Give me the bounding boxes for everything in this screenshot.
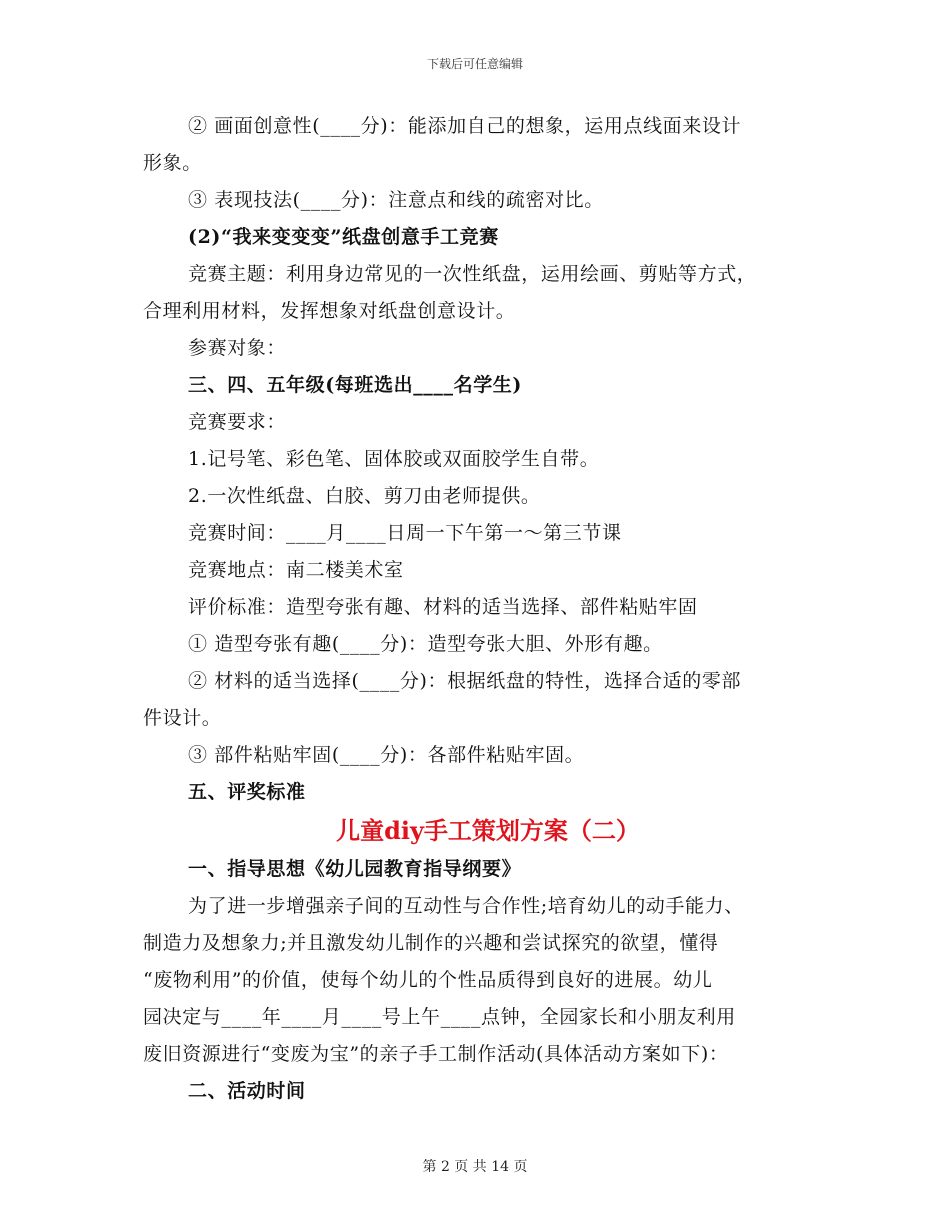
paragraph: ① 造型夸张有趣(____分)：造型夸张大胆、外形有趣。 bbox=[188, 633, 663, 655]
page-header: 下载后可任意编辑 bbox=[426, 57, 523, 71]
paragraph: 参赛对象： bbox=[188, 337, 287, 359]
paragraph: 竞赛时间：____月____日周一下午第一～第三节课 bbox=[188, 522, 622, 544]
paragraph: ② 画面创意性(____分)：能添加自己的想象，运用点线面来设计 bbox=[188, 115, 742, 137]
paragraph: 评价标准：造型夸张有趣、材料的适当选择、部件粘贴牢固 bbox=[188, 596, 698, 618]
paragraph: 形象。 bbox=[143, 152, 202, 174]
paragraph: 件设计。 bbox=[143, 707, 222, 729]
section-heading: 二、活动时间 bbox=[188, 1080, 306, 1102]
list-item: 1.记号笔、彩色笔、固体胶或双面胶学生自带。 bbox=[188, 448, 600, 470]
paragraph: 为了进一步增强亲子间的互动性与合作性;培育幼儿的动手能力、 bbox=[188, 895, 744, 917]
paragraph: 竞赛要求： bbox=[188, 411, 287, 433]
paragraph: 园决定与____年____月____号上午____点钟，全园家长和小朋友利用 bbox=[143, 1006, 736, 1028]
document-title: 儿童diy手工策划方案（二） bbox=[336, 816, 640, 845]
section-heading: 一、指导思想《幼儿园教育指导纲要》 bbox=[188, 858, 522, 880]
paragraph: 合理利用材料，发挥想象对纸盘创意设计。 bbox=[143, 300, 516, 322]
document-body bbox=[143, 108, 803, 1110]
paragraph: 竞赛主题：利用身边常见的一次性纸盘，运用绘画、剪贴等方式， bbox=[188, 263, 757, 285]
section-heading: 三、四、五年级(每班选出____名学生) bbox=[188, 374, 522, 396]
paragraph: 竞赛地点：南二楼美术室 bbox=[188, 559, 404, 581]
paragraph: 制造力及想象力;并且激发幼儿制作的兴趣和尝试探究的欲望，懂得 bbox=[143, 932, 719, 954]
paragraph: ③ 部件粘贴牢固(____分)：各部件粘贴牢固。 bbox=[188, 744, 585, 766]
paragraph: ③ 表现技法(____分)：注意点和线的疏密对比。 bbox=[188, 189, 604, 211]
list-item: 2.一次性纸盘、白胶、剪刀由老师提供。 bbox=[188, 485, 541, 507]
paragraph: ② 材料的适当选择(____分)：根据纸盘的特性，选择合适的零部 bbox=[188, 670, 742, 692]
section-heading: (2)“我来变变变”纸盘创意手工竞赛 bbox=[188, 226, 499, 248]
paragraph: “废物利用”的价值，使每个幼儿的个性品质得到良好的进展。幼儿 bbox=[143, 969, 713, 991]
paragraph: 废旧资源进行“变废为宝”的亲子手工制作活动(具体活动方案如下)： bbox=[143, 1043, 729, 1065]
section-heading: 五、评奖标准 bbox=[188, 781, 306, 803]
page-footer: 第 2 页 共 14 页 bbox=[422, 1159, 528, 1175]
